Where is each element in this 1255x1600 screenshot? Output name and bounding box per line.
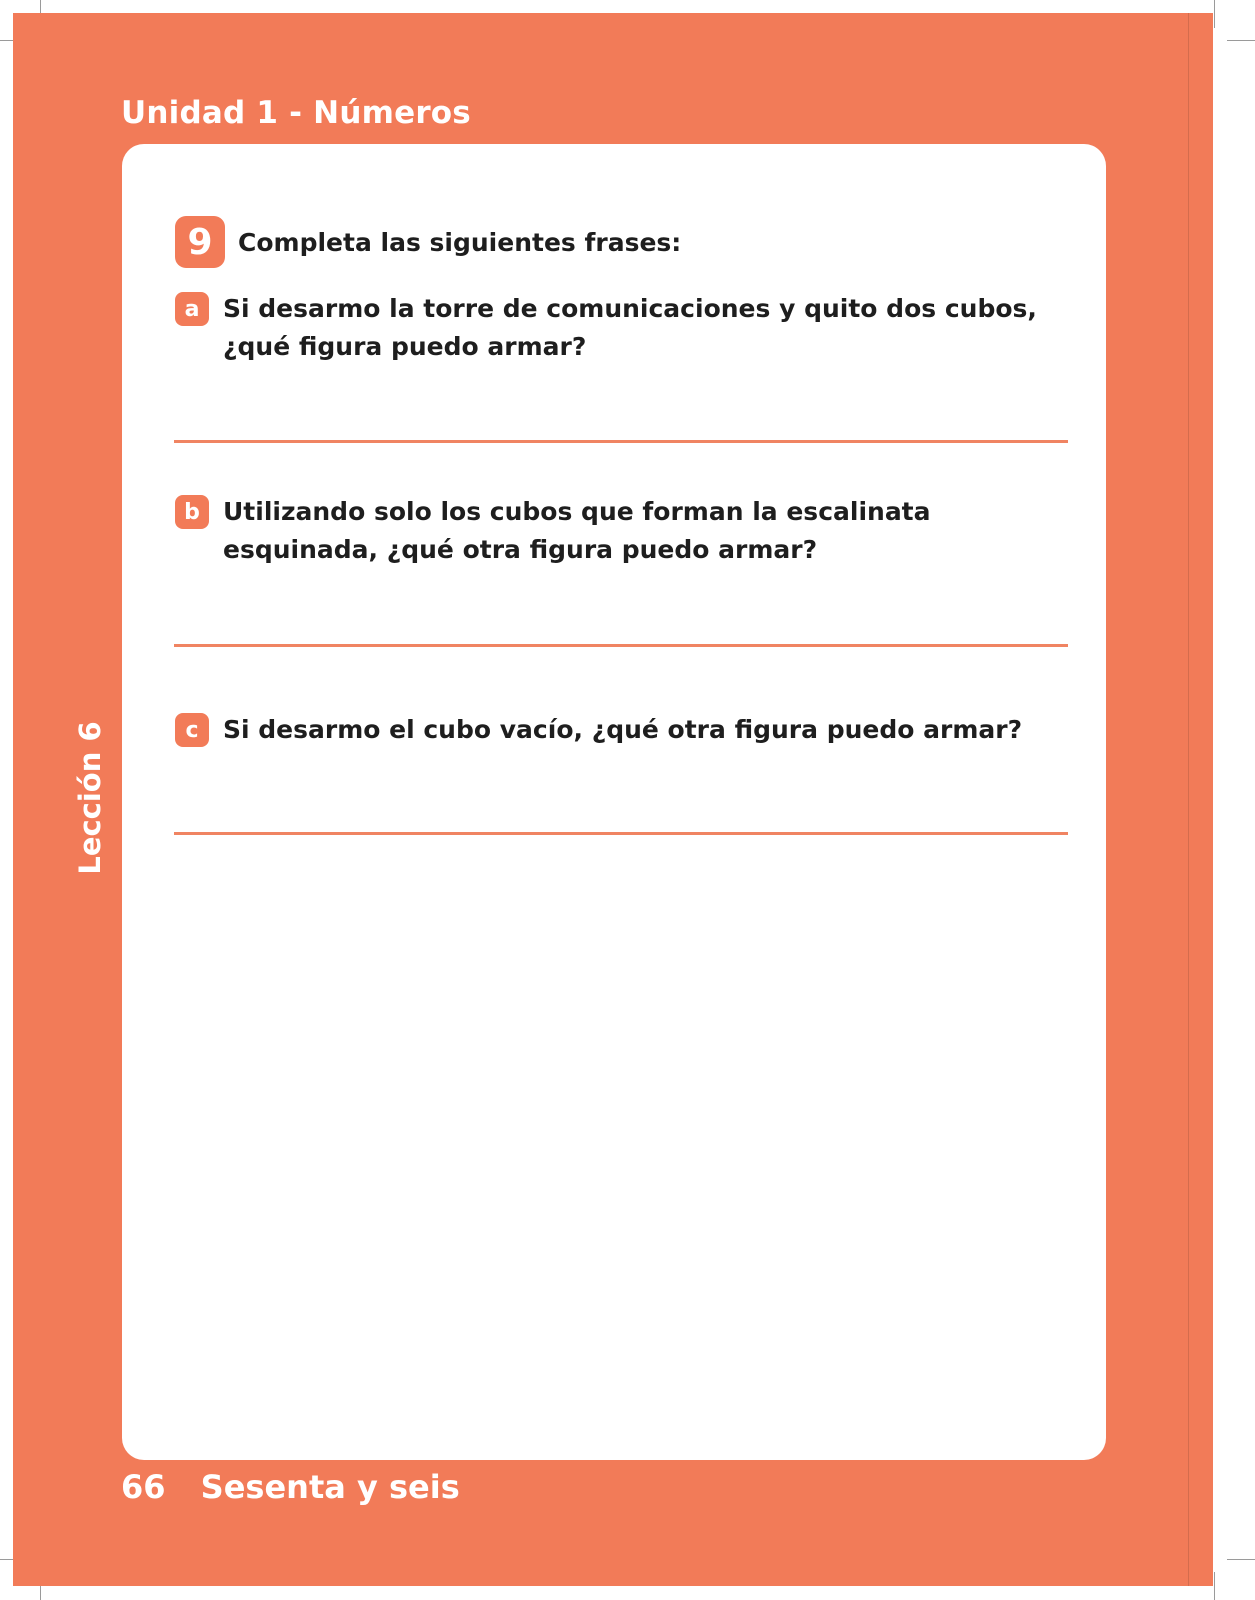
crop-mark [1214, 1572, 1215, 1600]
question-text [223, 290, 1037, 366]
item-letter-badge: a [175, 292, 209, 326]
question-item-a [175, 290, 1037, 366]
unit-title: Unidad 1 - Números [121, 95, 471, 131]
lesson-label: Lección 6 [73, 721, 107, 875]
question-line: Si desarmo la torre de comunicaciones y quito dos cubos, [223, 294, 1037, 323]
bleed-line [1188, 13, 1189, 1586]
question-line: Utilizando solo los cubos que forman la escalinata [223, 497, 931, 526]
item-letter-badge: c [175, 713, 209, 747]
page-footer [121, 1468, 460, 1506]
question-item-c [175, 711, 1022, 749]
question-line: esquinada, ¿qué otra figura puedo armar? [223, 535, 818, 564]
exercise-number-badge: 9 [175, 216, 225, 268]
exercise-card [122, 144, 1106, 1460]
crop-mark [1214, 0, 1215, 28]
crop-mark [1227, 1559, 1255, 1560]
crop-mark [1227, 40, 1255, 41]
item-letter-badge: b [175, 495, 209, 529]
answer-line-c[interactable] [174, 832, 1068, 835]
exercise-header [175, 216, 681, 268]
exercise-instruction: Completa las siguientes frases: [238, 227, 682, 257]
question-text [223, 493, 931, 569]
answer-line-a[interactable] [174, 440, 1068, 443]
answer-line-b[interactable] [174, 644, 1068, 647]
question-line: Si desarmo el cubo vacío, ¿qué otra figura puedo armar? [223, 715, 1023, 744]
question-text [223, 711, 1022, 749]
question-line: ¿qué figura puedo armar? [223, 332, 587, 361]
page-number-words: Sesenta y seis [200, 1468, 460, 1506]
question-item-b [175, 493, 931, 569]
page-number: 66 [121, 1468, 166, 1506]
